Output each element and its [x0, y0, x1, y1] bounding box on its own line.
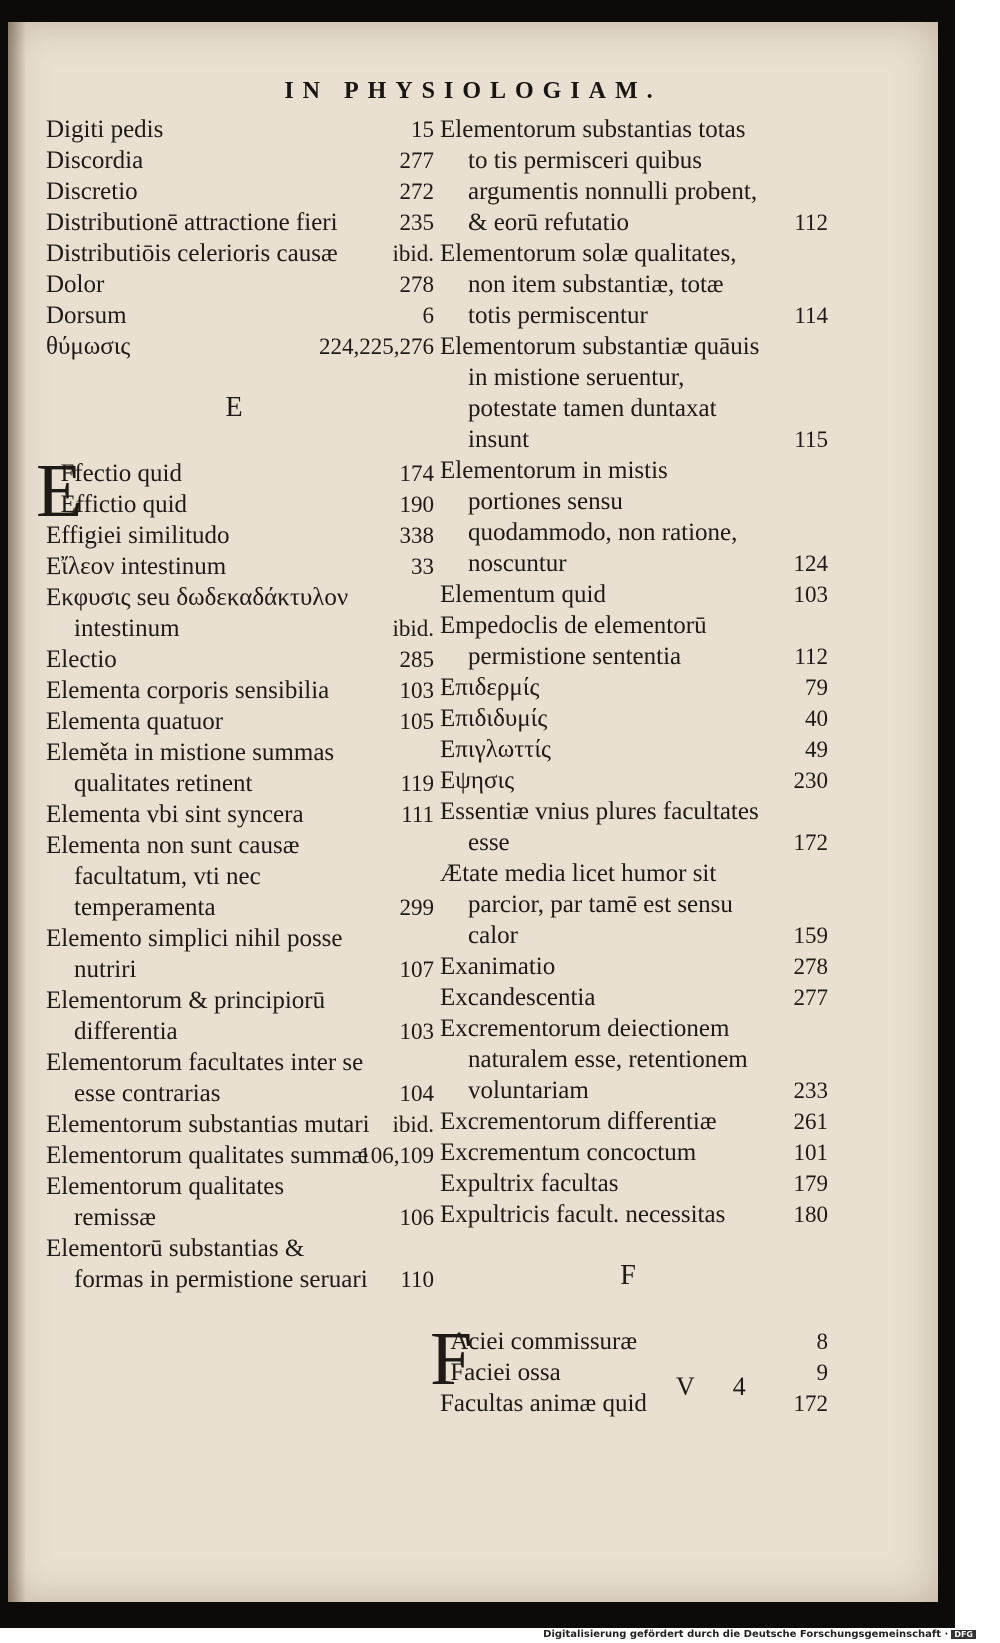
right-cap-entries — [428, 1326, 828, 1419]
index-term: Excrementorum deiectionem naturalem esse, retentionem voluntariam — [440, 1015, 748, 1104]
index-term: Exanimatio — [440, 953, 556, 980]
index-page-ref: 101 — [793, 1140, 828, 1165]
index-page-ref: 112 — [794, 210, 828, 235]
index-page-ref: 107 — [399, 957, 434, 982]
index-entry — [34, 1171, 434, 1233]
index-entry — [34, 238, 434, 269]
index-entry — [428, 114, 828, 238]
dropcap-block-f — [428, 1326, 828, 1419]
index-term: Distributiōis celerioris causæ — [46, 240, 338, 267]
index-page-ref: 106,109 — [359, 1143, 434, 1168]
index-page-ref: 338 — [399, 523, 434, 548]
dfg-logo: DFG — [951, 1630, 976, 1639]
index-page-ref: 180 — [793, 1202, 828, 1227]
index-term: Elementorum qualitates remissæ — [46, 1173, 285, 1231]
index-page-ref: 278 — [793, 954, 828, 979]
index-term: Electio — [46, 646, 117, 673]
index-entry — [428, 1013, 828, 1106]
index-page-ref: 103 — [399, 1019, 434, 1044]
index-term: Elementorum substantias mutari — [46, 1111, 370, 1138]
index-page-ref: 119 — [400, 771, 434, 796]
index-term: Distributionē attractione fieri — [46, 209, 338, 236]
index-term: Eleměta in mistione summas qualitates retinent — [46, 739, 335, 797]
signature-mark: V 4 — [676, 1372, 762, 1401]
index-term: Εψησις — [440, 767, 515, 794]
index-page-ref: 8 — [816, 1329, 828, 1354]
section-letter-f: F — [620, 1260, 636, 1291]
index-page-ref: ibid. — [392, 241, 434, 266]
index-page-ref: 172 — [793, 1391, 828, 1416]
index-entry — [34, 1109, 434, 1140]
footer-credit-text: Digitalisierung gefördert durch die Deutsche Forschungsgemeinschaft · — [543, 1629, 949, 1640]
index-entry — [34, 207, 434, 238]
index-entry — [428, 796, 828, 858]
right-entries-top — [428, 114, 828, 1230]
index-entry — [34, 985, 434, 1047]
index-entry — [34, 145, 434, 176]
index-page-ref: 115 — [794, 427, 828, 452]
index-term: Dorsum — [46, 302, 127, 329]
index-term: Excrementorum differentiæ — [440, 1108, 717, 1135]
index-term: Essentiæ vnius plures facultates esse — [440, 798, 759, 856]
left-cap-entries — [34, 458, 434, 520]
index-page-ref: 230 — [793, 768, 828, 793]
index-entry — [34, 331, 434, 362]
index-page-ref: 174 — [399, 461, 434, 486]
index-page-ref: 15 — [411, 117, 434, 142]
index-term: Elemento simplici nihil posse nutriri — [46, 925, 343, 983]
index-page-ref: 277 — [793, 985, 828, 1010]
index-entry — [428, 951, 828, 982]
index-page-ref: ibid. — [392, 1112, 434, 1137]
index-entry — [34, 551, 434, 582]
index-entry — [428, 1168, 828, 1199]
index-entry — [34, 1140, 434, 1171]
book-page — [8, 22, 938, 1602]
left-entries-bottom — [34, 520, 434, 1295]
index-term: Elementorum & principiorū differentia — [46, 987, 326, 1045]
index-page-ref: 103 — [399, 678, 434, 703]
index-term: Elementa vbi sint syncera — [46, 801, 304, 828]
index-term: Aciei commissuræ — [450, 1328, 638, 1355]
index-term: Ffectio quid — [60, 460, 182, 487]
index-page-ref: 106 — [399, 1205, 434, 1230]
index-page-ref: 179 — [793, 1171, 828, 1196]
index-term: Empedoclis de elementorū permistione sententia — [440, 612, 707, 670]
index-entry — [428, 331, 828, 455]
index-term: Expultrix facultas — [440, 1170, 619, 1197]
index-page-ref: 104 — [399, 1081, 434, 1106]
index-page-ref: 224,225,276 — [319, 334, 434, 359]
index-page-ref: 6 — [422, 303, 434, 328]
index-entry — [428, 672, 828, 703]
index-term: Faciei ossa — [450, 1359, 561, 1386]
left-entries-top — [34, 114, 434, 362]
index-term: Elementorum in mistis portiones sensu quodammodo, non ratione, noscuntur — [440, 457, 738, 577]
index-term: θύμωσις — [46, 333, 131, 360]
index-term: Digiti pedis — [46, 116, 164, 143]
index-page-ref: 124 — [793, 551, 828, 576]
index-term: Elementa corporis sensibilia — [46, 677, 330, 704]
index-entry — [34, 675, 434, 706]
index-entry — [428, 1137, 828, 1168]
index-page-ref: 33 — [411, 554, 434, 579]
index-term: Elementa quatuor — [46, 708, 224, 735]
index-term: Ætate media licet humor sit parcior, par tamē est sensu calor — [440, 860, 733, 949]
index-entry — [428, 982, 828, 1013]
index-entry — [34, 923, 434, 985]
index-entry — [34, 799, 434, 830]
index-entry — [34, 489, 434, 520]
index-page-ref: 261 — [793, 1109, 828, 1134]
index-term: Εκφυσις seu δωδεκαδάκτυλον intestinum — [46, 584, 349, 642]
index-page-ref: 40 — [805, 706, 828, 731]
index-page-ref: 190 — [399, 492, 434, 517]
index-term: Εἴλεον intestinum — [46, 553, 227, 580]
index-entry — [34, 300, 434, 331]
index-entry — [428, 765, 828, 796]
footer-credit — [543, 1629, 976, 1640]
index-entry — [34, 1047, 434, 1109]
index-entry — [34, 706, 434, 737]
index-term: Facultas animæ quid — [440, 1390, 647, 1417]
index-term: Elementorum substantiæ quāuis in mistione seruentur, potestate tamen duntaxat insunt — [440, 333, 760, 453]
index-page-ref: 114 — [794, 303, 828, 328]
index-entry — [428, 238, 828, 331]
index-term: Elementorū substantias & formas in permistione seruari — [46, 1235, 368, 1293]
index-page-ref: 172 — [793, 830, 828, 855]
index-page-ref: ibid. — [392, 616, 434, 641]
index-page-ref: 49 — [805, 737, 828, 762]
index-entry — [34, 737, 434, 799]
index-page-ref: 103 — [793, 582, 828, 607]
index-page-ref: 79 — [805, 675, 828, 700]
index-entry — [34, 458, 434, 489]
index-term: Επιδιδυμίς — [440, 705, 548, 732]
index-term: Elementum quid — [440, 581, 606, 608]
index-term: Επιγλωττίς — [440, 736, 551, 763]
index-page-ref: 112 — [794, 644, 828, 669]
running-head: IN PHYSIOLOGIAM. — [284, 78, 662, 104]
index-entry — [34, 176, 434, 207]
index-entry — [428, 703, 828, 734]
index-term: Επιδερμίς — [440, 674, 540, 701]
section-letter-e: E — [225, 392, 243, 423]
index-term: Elementorum facultates inter se esse contrarias — [46, 1049, 364, 1107]
left-column — [34, 114, 434, 1295]
index-entry — [428, 734, 828, 765]
index-term: Expultricis facult. necessitas — [440, 1201, 726, 1228]
index-entry — [34, 830, 434, 923]
index-page-ref: 278 — [399, 272, 434, 297]
index-entry — [34, 520, 434, 551]
index-entry — [428, 1357, 828, 1388]
index-entry — [428, 1326, 828, 1357]
index-term: Elementorum solæ qualitates, non item substantiæ, totæ totis permiscentur — [440, 240, 737, 329]
index-entry — [428, 1106, 828, 1137]
index-entry — [428, 858, 828, 951]
index-entry — [34, 114, 434, 145]
index-entry — [34, 1233, 434, 1295]
index-page-ref: 285 — [399, 647, 434, 672]
index-term: Excrementum concoctum — [440, 1139, 697, 1166]
index-term: Elementa non sunt causæ facultatum, vti nec temperamenta — [46, 832, 300, 921]
index-entry — [34, 269, 434, 300]
index-entry — [34, 644, 434, 675]
dropcap-f: F — [430, 1326, 473, 1401]
index-entry — [428, 455, 828, 579]
dropcap-e: E — [36, 458, 83, 520]
index-page-ref: 110 — [400, 1267, 434, 1292]
index-term: Excandescentia — [440, 984, 596, 1011]
index-term: Dolor — [46, 271, 105, 298]
index-entry — [428, 1199, 828, 1230]
index-term: Elementorum qualitates summæ — [46, 1142, 369, 1169]
index-entry — [34, 582, 434, 644]
right-column — [428, 114, 828, 1419]
index-entry — [428, 1388, 828, 1419]
index-term: Effigiei similitudo — [46, 522, 230, 549]
index-page-ref: 9 — [816, 1360, 828, 1385]
index-term: Discordia — [46, 147, 144, 174]
index-page-ref: 272 — [399, 179, 434, 204]
index-entry — [428, 610, 828, 672]
index-term: Effictio quid — [60, 491, 188, 518]
index-page-ref: 235 — [399, 210, 434, 235]
index-term: Elementorum substantias totas to tis permisceri quibus argumentis nonnulli probent, & eorū refutatio — [440, 116, 758, 236]
index-page-ref: 233 — [793, 1078, 828, 1103]
index-page-ref: 159 — [793, 923, 828, 948]
index-page-ref: 111 — [401, 802, 434, 827]
spine-shadow — [8, 22, 26, 1602]
index-page-ref: 277 — [399, 148, 434, 173]
index-term: Discretio — [46, 178, 138, 205]
index-entry — [428, 579, 828, 610]
index-page-ref: 299 — [399, 895, 434, 920]
dropcap-block-e — [34, 458, 434, 520]
index-page-ref: 105 — [399, 709, 434, 734]
